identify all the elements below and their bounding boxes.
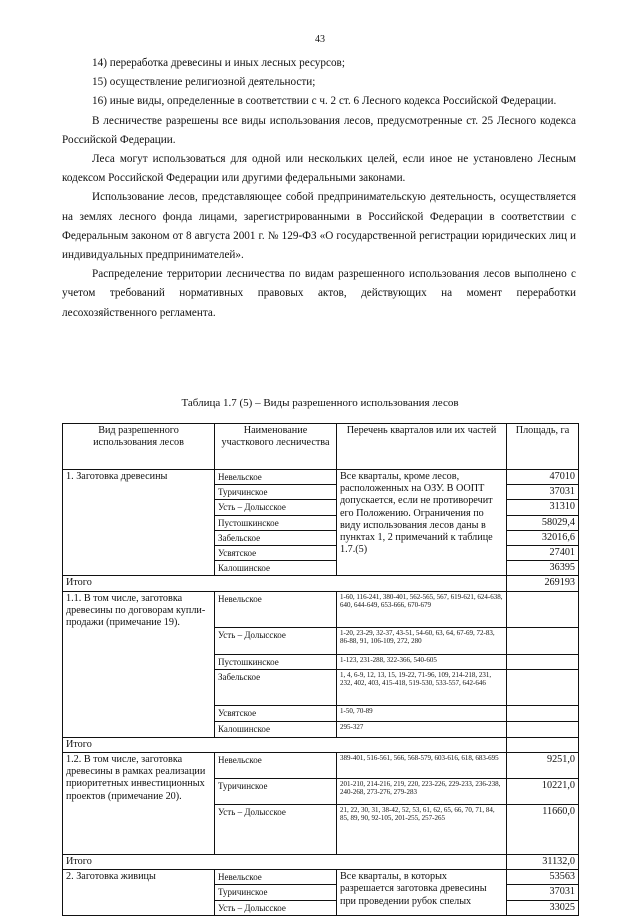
forestry-cell: Забельское	[215, 530, 337, 545]
forestry-cell: Забельское	[215, 669, 337, 705]
area-cell: 33025	[507, 900, 579, 915]
forestry-cell: Невельское	[215, 753, 337, 779]
forestry-cell: Невельское	[215, 870, 337, 885]
total-label: Итого	[63, 576, 507, 591]
forestry-cell: Туричинское	[215, 779, 337, 805]
table-row	[63, 591, 579, 627]
area-cell	[507, 654, 579, 669]
area-cell: 32016,6	[507, 530, 579, 545]
body-text	[62, 54, 576, 323]
area-cell	[507, 627, 579, 654]
area-cell	[507, 705, 579, 721]
total-label: Итого	[63, 737, 507, 752]
table-row	[63, 870, 579, 885]
quarters-cell: 389-401, 516-561, 566, 568-579, 603-616, 618, 683-695	[337, 753, 507, 779]
paragraph: Распределение территории лесничества по видам разрешенного использования лесов выполнено с учетом требований нормативных правовых актов, действующих на момент переработки лесохозяйственного регламента.	[62, 268, 576, 319]
quarters-note-cell: Все кварталы, в которых разрешается заготовка древесины при проведении рубок спелых	[337, 870, 507, 916]
total-value: 31132,0	[507, 855, 579, 870]
forestry-cell: Усть – Долысское	[215, 627, 337, 654]
quarters-cell: 201-210, 214-216, 219, 220, 223-226, 229-233, 236-238, 240-268, 273-276, 279-283	[337, 779, 507, 805]
area-cell	[507, 721, 579, 737]
forestry-cell: Усть – Долысское	[215, 900, 337, 915]
table-row	[63, 470, 579, 485]
quarters-cell: 1-50, 70-89	[337, 705, 507, 721]
area-cell: 53563	[507, 870, 579, 885]
quarters-note-cell: Все кварталы, кроме лесов, расположенных на ОЗУ. В ООПТ допускается, если не противоречит его Положению. Ограничения по виду использования лесов даны в пунктах 1, 2 примечаний к таблице 1.7.(5)	[337, 470, 507, 576]
total-row	[63, 576, 579, 591]
total-value: 269193	[507, 576, 579, 591]
quarters-cell: 1-20, 23-29, 32-37, 43-51, 54-60, 63, 64, 67-69, 72-83, 86-88, 91, 106-109, 272, 280	[337, 627, 507, 654]
total-value	[507, 737, 579, 752]
quarters-cell: 1-60, 116-241, 380-401, 562-565, 567, 619-621, 624-638, 640, 644-649, 653-666, 670-679	[337, 591, 507, 627]
header-forestry: Наименование участкового лесничества	[215, 424, 337, 470]
area-cell	[507, 591, 579, 627]
use-type-cell: 1. Заготовка древесины	[63, 470, 215, 576]
paragraph: В лесничестве разрешены все виды использования лесов, предусмотренные ст. 25 Лесного кодекса Российской Федерации.	[62, 114, 576, 146]
area-cell: 37031	[507, 885, 579, 900]
forestry-cell: Усть – Долысское	[215, 500, 337, 515]
paragraph: 14) переработка древесины и иных лесных ресурсов;	[92, 57, 345, 69]
table-header-row	[63, 424, 579, 470]
area-cell: 47010	[507, 470, 579, 485]
paragraph: Леса могут использоваться для одной или нескольких целей, если иное не установлено Лесным кодексом Российской Федерации или другими федеральными законами.	[62, 153, 576, 185]
use-types-table	[62, 423, 579, 916]
use-type-cell: 2. Заготовка живицы	[63, 870, 215, 916]
forestry-cell: Пустошкинское	[215, 515, 337, 530]
table-caption: Таблица 1.7 (5) – Виды разрешенного использования лесов	[181, 397, 459, 409]
forestry-cell: Туричинское	[215, 485, 337, 500]
quarters-cell: 1-123, 231-288, 322-366, 540-605	[337, 654, 507, 669]
forestry-cell: Туричинское	[215, 885, 337, 900]
header-area: Площадь, га	[507, 424, 579, 470]
paragraph: Использование лесов, представляющее собой предпринимательскую деятельность, осуществляется на землях лесного фонда лицами, зарегистрированными в Российской Федерации в соответствии с Федеральным законом от 8 августа 2001 г. № 129-ФЗ «О государственной регистрации юридических лиц и индивидуальных предпринимателей».	[62, 191, 576, 262]
area-cell: 10221,0	[507, 779, 579, 805]
total-row	[63, 737, 579, 752]
header-quarters: Перечень кварталов или их частей	[337, 424, 507, 470]
forestry-cell: Усвятское	[215, 705, 337, 721]
forestry-cell: Усть – Долысское	[215, 805, 337, 855]
total-label: Итого	[63, 855, 507, 870]
area-cell: 37031	[507, 485, 579, 500]
forestry-cell: Пустошкинское	[215, 654, 337, 669]
table-row	[63, 753, 579, 779]
forestry-cell: Калошинское	[215, 561, 337, 576]
header-use-type: Вид разрешенного использования лесов	[63, 424, 215, 470]
quarters-cell: 1, 4, 6-9, 12, 13, 15, 19-22, 71-96, 109, 214-218, 231, 232, 402, 403, 415-418, 519-530, 533-557, 642-646	[337, 669, 507, 705]
area-cell: 11660,0	[507, 805, 579, 855]
paragraph: 15) осуществление религиозной деятельности;	[92, 76, 316, 89]
area-cell: 9251,0	[507, 753, 579, 779]
forestry-cell: Невельское	[215, 470, 337, 485]
forestry-cell: Невельское	[215, 591, 337, 627]
quarters-cell: 21, 22, 30, 31, 38-42, 52, 53, 61, 62, 65, 66, 70, 71, 84, 85, 89, 90, 92-105, 201-255, 257-265	[337, 805, 507, 855]
forestry-cell: Усвятское	[215, 546, 337, 561]
area-cell: 27401	[507, 546, 579, 561]
forestry-cell: Калошинское	[215, 721, 337, 737]
area-cell: 36395	[507, 561, 579, 576]
paragraph: 16) иные виды, определенные в соответствии с ч. 2 ст. 6 Лесного кодекса Российской Федерации.	[92, 95, 557, 108]
area-cell	[507, 669, 579, 705]
area-cell: 58029,4	[507, 515, 579, 530]
total-row	[63, 855, 579, 870]
area-cell: 31310	[507, 500, 579, 515]
use-type-cell: 1.1. В том числе, заготовка древесины по договорам купли-продажи (примечание 19).	[63, 591, 215, 737]
page-number: 43	[315, 34, 325, 45]
use-type-cell: 1.2. В том числе, заготовка древесины в рамках реализации приоритетных инвестиционных проектов (примечание 20).	[63, 753, 215, 855]
quarters-cell: 295-327	[337, 721, 507, 737]
